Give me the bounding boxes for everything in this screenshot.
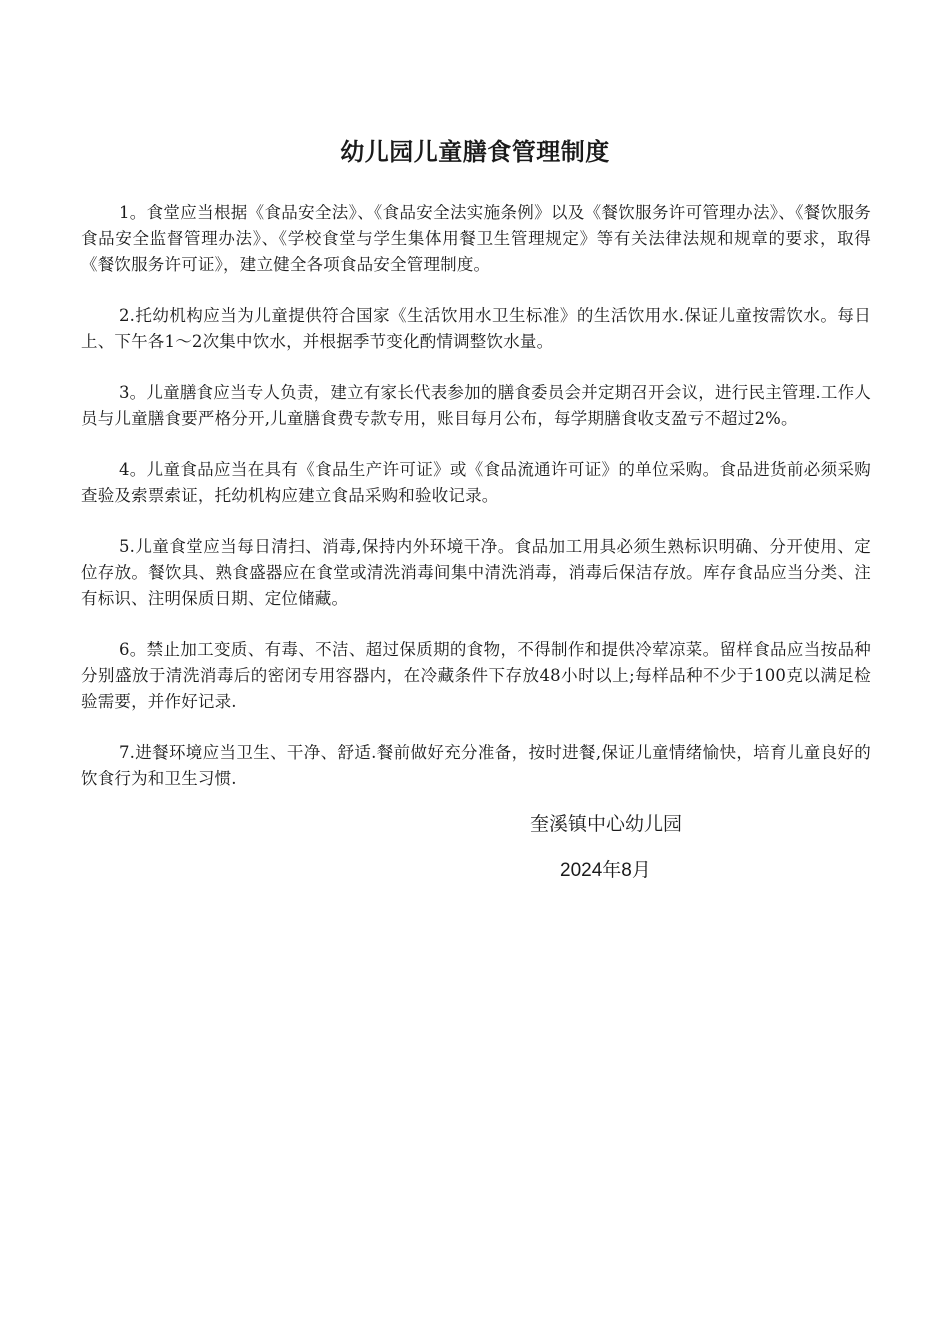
paragraph-7: 7.进餐环境应当卫生、干净、舒适.餐前做好充分准备，按时进餐,保证儿童情绪愉快，培育儿童良好的饮食行为和卫生习惯. — [81, 743, 871, 788]
signature-organization: 奎溪镇中心幼儿园 — [530, 813, 683, 835]
paragraph-6: 6。禁止加工变质、有毒、不洁、超过保质期的食物，不得制作和提供冷荤凉菜。留样食品应当按品种分别盛放于清洗消毒后的密闭专用容器内，在冷藏条件下存放48小时以上;每样品种不少于100克以满足检验需要，并作好记录. — [81, 640, 871, 711]
paragraph-5: 5.儿童食堂应当每日清扫、消毒,保持内外环境干净。食品加工用具必须生熟标识明确、分开使用、定位存放。餐饮具、熟食盛器应在食堂或清洗消毒间集中清洗消毒，消毒后保洁存放。库存食品应当分类、注有标识、注明保质日期、定位储藏。 — [81, 537, 871, 608]
paragraph-3: 3。儿童膳食应当专人负责，建立有家长代表参加的膳食委员会并定期召开会议，进行民主管理.工作人员与儿童膳食要严格分开,儿童膳食费专款专用，账目每月公布，每学期膳食收支盈亏不超过2%。 — [81, 383, 871, 428]
document-body — [81, 200, 871, 817]
paragraph-4: 4。儿童食品应当在具有《食品生产许可证》或《食品流通许可证》的单位采购。食品进货前必须采购查验及索票索证，托幼机构应建立食品采购和验收记录。 — [81, 460, 871, 505]
paragraph-2: 2.托幼机构应当为儿童提供符合国家《生活饮用水卫生标准》的生活饮用水.保证儿童按需饮水。每日上、下午各1～2次集中饮水，并根据季节变化酌情调整饮水量。 — [81, 306, 871, 351]
signature-date: 2024年8月 — [560, 860, 651, 881]
document-title: 幼儿园儿童膳食管理制度 — [340, 138, 610, 166]
paragraph-1: 1。食堂应当根据《食品安全法》、《食品安全法实施条例》以及《餐饮服务许可管理办法》、《餐饮服务食品安全监督管理办法》、《学校食堂与学生集体用餐卫生管理规定》等有关法律法规和规章的要求，取得《餐饮服务许可证》，建立健全各项食品安全管理制度。 — [81, 203, 871, 274]
